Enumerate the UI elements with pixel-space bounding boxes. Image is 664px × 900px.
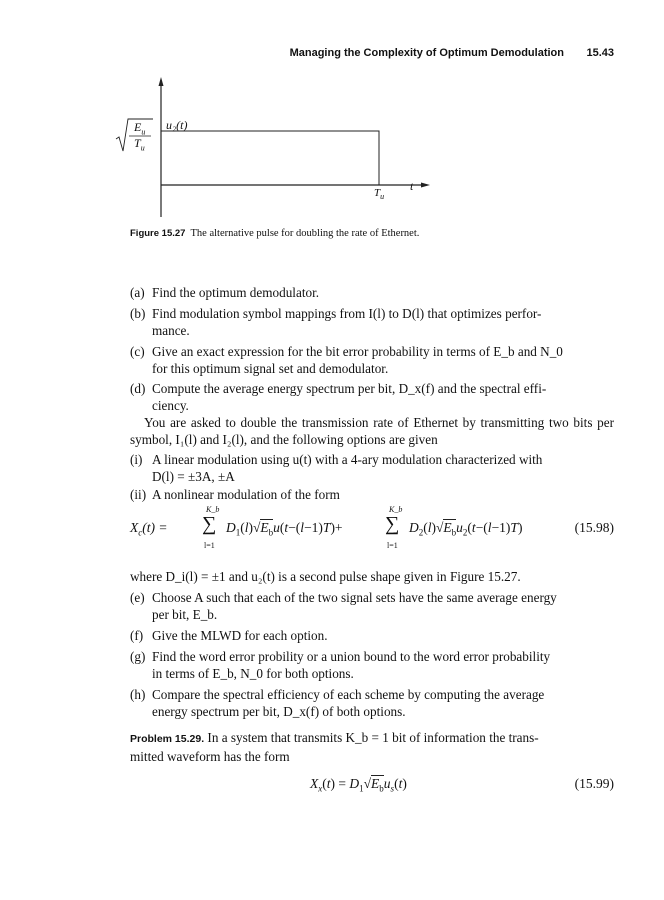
question-text: Give an exact expression for the bit error probability in terms of E_b and N_0 (152, 344, 563, 359)
option-label: (i) (130, 452, 143, 467)
question-text-cont: for this optimum signal set and demodulator. (152, 361, 389, 376)
question-b (130, 305, 614, 339)
pulse-u2 (161, 131, 379, 185)
header-title: Managing the Complexity of Optimum Demodulation (289, 47, 564, 59)
x-axis-arrow (421, 183, 430, 188)
question-label: (d) (130, 381, 146, 396)
x-axis-label: t (410, 179, 414, 193)
caption-text: The alternative pulse for doubling the rate of Ethernet. (190, 228, 420, 239)
question-h (130, 686, 614, 720)
option-text: A nonlinear modulation of the form (152, 487, 340, 502)
question-text-cont: per bit, E_b. (152, 607, 218, 622)
question-text: Compare the spectral efficiency of each scheme by computing the average (152, 687, 545, 702)
question-text: Find modulation symbol mappings from I(l) to D(l) that optimizes perfor- (152, 306, 542, 321)
sum-lower: l=1 (387, 541, 398, 550)
sigma: ∑ (385, 513, 400, 535)
figure-15-27 (112, 72, 442, 222)
paragraph-double-rate: You are asked to double the transmission rate of Ethernet by transmitting two bits per symbol, I₁(l) and I₂(l), and the following options are given (130, 415, 614, 447)
question-text-cont: in terms of E_b, N_0 for both options. (152, 666, 354, 681)
y-axis-arrow (159, 77, 164, 86)
sum-upper: K_b (389, 505, 403, 514)
question-label: (f) (130, 628, 144, 643)
sum-lower: l=1 (204, 541, 215, 550)
problem-15-29 (130, 729, 614, 765)
problem-text: In a system that transmits K_b = 1 bit of information the trans- (207, 730, 539, 745)
question-text-cont: mance. (152, 323, 190, 338)
y-axis-label: u₂(t) (166, 118, 188, 132)
option-text-cont: D(l) = ±3A, ±A (152, 469, 235, 484)
sum-upper: K_b (206, 505, 220, 514)
question-text-cont: ciency. (152, 398, 189, 413)
equation-number: (15.99) (574, 776, 614, 791)
question-g (130, 648, 614, 682)
eq-term-2: $D_2(l)√E_bu_2(t-(l-1)T)$ (409, 520, 523, 538)
running-header (0, 47, 614, 63)
problem-text-cont: mitted waveform has the form (130, 749, 290, 764)
option-text: A linear modulation using u(t) with a 4-ary modulation characterized with (152, 452, 543, 467)
question-label: (g) (130, 649, 146, 664)
caption-label: Figure 15.27 (130, 228, 186, 239)
question-c (130, 343, 614, 377)
question-label: (h) (130, 687, 146, 702)
question-text: Give the MLWD for each option. (152, 628, 328, 643)
pulse-plot (112, 72, 442, 222)
where-text: where D_i(l) = ±1 and u₂(t) is a second pulse shape given in Figure 15.27. (130, 569, 521, 584)
equation-15-99 (130, 776, 614, 800)
eq-term-1: $D_1(l)√E_bu(t-(l-1)T)+$ (226, 520, 343, 538)
figure-caption (130, 228, 440, 240)
amplitude-numerator: $E_u$ (134, 120, 146, 137)
page-number: 15.43 (586, 47, 614, 59)
question-label: (e) (130, 590, 145, 605)
sigma: ∑ (202, 513, 217, 535)
tick-label-tu: $T_u$ (374, 187, 385, 202)
eq2-body: $X_x(t) = D_1√E_bu_s(t)$ (310, 776, 407, 794)
question-label: (a) (130, 285, 145, 300)
amplitude-denominator: $T_u$ (134, 136, 145, 153)
problem-label: Problem 15.29. (130, 733, 205, 745)
question-text: Find the word error probility or a union bound to the word error probability (152, 649, 551, 664)
option-i (130, 451, 614, 485)
question-text: Compute the average energy spectrum per bit, D_x(f) and the spectral effi- (152, 381, 547, 396)
question-text: Find the optimum demodulator. (152, 285, 320, 300)
equation-15-98 (130, 505, 614, 555)
question-text: Choose A such that each of the two signal sets have the same average energy (152, 590, 557, 605)
eq-lhs: $X_c(t)$ = (130, 520, 168, 538)
question-label: (c) (130, 344, 145, 359)
question-e (130, 589, 614, 623)
question-d (130, 380, 614, 414)
question-text-cont: energy spectrum per bit, D_x(f) of both options. (152, 704, 406, 719)
question-label: (b) (130, 306, 146, 321)
option-label: (ii) (130, 487, 147, 502)
equation-number: (15.98) (574, 520, 614, 535)
